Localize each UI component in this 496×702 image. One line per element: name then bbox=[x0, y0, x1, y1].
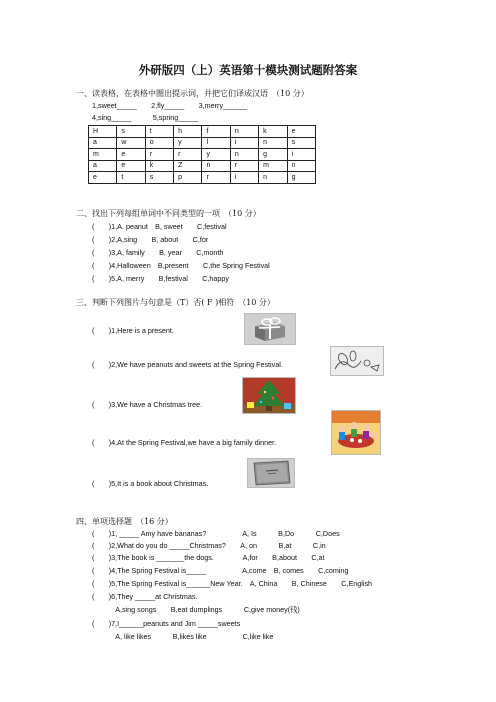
grid-cell: p bbox=[174, 172, 202, 184]
section-4-item: ( )5,The Spring Festival is______New Year. A, China B, Chinese C,English bbox=[92, 579, 373, 588]
section-2-heading: 二、找出下列每组单词中不同类型的一项 （10 分） bbox=[76, 209, 261, 218]
grid-cell: n bbox=[259, 137, 287, 149]
section-3-item: ( )3,We have a Christmas tree. bbox=[92, 400, 203, 409]
grid-cell: k bbox=[259, 126, 287, 138]
peanuts-sweets-image bbox=[330, 346, 384, 376]
grid-cell: t bbox=[117, 172, 145, 184]
section-4-item: ( )2,What do you do _____Christmas? A, on B,at C,in bbox=[92, 541, 326, 550]
grid-cell: r bbox=[230, 160, 258, 172]
christmas-tree-image bbox=[242, 377, 296, 414]
grid-cell: y bbox=[202, 149, 230, 161]
section-4-item: ( )3,The book is _______the dogs. A,for B,about C,at bbox=[92, 553, 325, 562]
grid-cell: i bbox=[230, 172, 258, 184]
book-image bbox=[247, 458, 295, 488]
grid-cell: n bbox=[287, 160, 315, 172]
grid-cell: t bbox=[145, 126, 173, 138]
section-4-options: A, like likes B,likes like C,like like bbox=[108, 632, 274, 641]
grid-cell: s bbox=[287, 137, 315, 149]
section-3-item: ( )4,At the Spring Festival,we have a big family dinner. bbox=[92, 438, 277, 447]
family-dinner-image bbox=[331, 410, 381, 455]
letter-grid bbox=[88, 125, 316, 184]
grid-cell: e bbox=[117, 149, 145, 161]
section-2-item: ( )2,A,sing B, about C,for bbox=[92, 235, 209, 244]
grid-cell: s bbox=[117, 126, 145, 138]
grid-cell: a bbox=[89, 137, 117, 149]
grid-cell: s bbox=[145, 172, 173, 184]
grid-cell: l bbox=[202, 137, 230, 149]
grid-cell: r bbox=[202, 172, 230, 184]
section-1-hints-line-1: 1,sweet_____ 2,fly_____ 3,merry______ bbox=[92, 101, 248, 110]
grid-cell: H bbox=[89, 126, 117, 138]
grid-cell: i bbox=[230, 137, 258, 149]
section-3-item: ( )1,Here is a present. bbox=[92, 326, 174, 335]
grid-cell: e bbox=[89, 172, 117, 184]
section-3-heading: 三、判断下列图片与句意是（T）否( F )相符 （10 分） bbox=[76, 298, 275, 307]
section-1-hints-line-2: 4,sing_____ 5,spring_____ bbox=[92, 113, 199, 122]
section-4-item: ( )7,I______peanuts and Jim _____sweets bbox=[92, 619, 241, 628]
grid-cell: n bbox=[230, 149, 258, 161]
grid-cell: a bbox=[89, 160, 117, 172]
grid-cell: k bbox=[145, 160, 173, 172]
grid-row bbox=[89, 160, 316, 172]
section-4-item: ( )1, _____ Amy have bananas? A, Is B,Do C,Does bbox=[92, 529, 340, 538]
grid-cell: Z bbox=[174, 160, 202, 172]
grid-row bbox=[89, 137, 316, 149]
grid-cell: y bbox=[174, 137, 202, 149]
grid-row bbox=[89, 149, 316, 161]
section-2-item: ( )3,A, family B, year C,month bbox=[92, 248, 224, 257]
grid-cell: g bbox=[259, 149, 287, 161]
grid-cell: m bbox=[259, 160, 287, 172]
grid-cell: o bbox=[145, 137, 173, 149]
section-2-item: ( )1,A. peanut B, sweet C,festival bbox=[92, 222, 227, 231]
section-4-options: A,sing songs B,eat dumplings C,give money(钱) bbox=[108, 605, 300, 614]
grid-cell: f bbox=[202, 126, 230, 138]
grid-cell: r bbox=[174, 149, 202, 161]
section-2-item: ( )4,Halloween B,present C,the Spring Festival bbox=[92, 261, 270, 270]
grid-cell: r bbox=[145, 149, 173, 161]
grid-cell: w bbox=[117, 137, 145, 149]
grid-cell: g bbox=[287, 172, 315, 184]
page-title: 外研版四（上）英语第十模块测试题附答案 bbox=[138, 63, 358, 77]
grid-cell: e bbox=[117, 160, 145, 172]
section-4-item: ( )6,They _____at Christmas. bbox=[92, 592, 198, 601]
section-4-heading: 四、单项选择题 （16 分） bbox=[76, 517, 173, 526]
grid-cell: e bbox=[287, 126, 315, 138]
grid-cell: h bbox=[174, 126, 202, 138]
section-1-heading: 一、读表格，在表格中圈出提示词，并把它们译成汉语 （10 分） bbox=[76, 89, 309, 98]
section-3-item: ( )2,We have peanuts and sweets at the Spring Festival. bbox=[92, 360, 283, 369]
grid-cell: n bbox=[230, 126, 258, 138]
grid-cell: m bbox=[89, 149, 117, 161]
gift-box-image bbox=[244, 313, 296, 345]
section-4-item: ( )4,The Spring Festival is_____ A,come B, comes C,coming bbox=[92, 566, 349, 575]
grid-row bbox=[89, 172, 316, 184]
grid-row bbox=[89, 126, 316, 138]
grid-cell: i bbox=[287, 149, 315, 161]
grid-cell: n bbox=[259, 172, 287, 184]
grid-cell: n bbox=[202, 160, 230, 172]
section-2-item: ( )5,A, merry B,festival C,happy bbox=[92, 274, 229, 283]
section-3-item: ( )5,It is a book about Christmas. bbox=[92, 479, 209, 488]
